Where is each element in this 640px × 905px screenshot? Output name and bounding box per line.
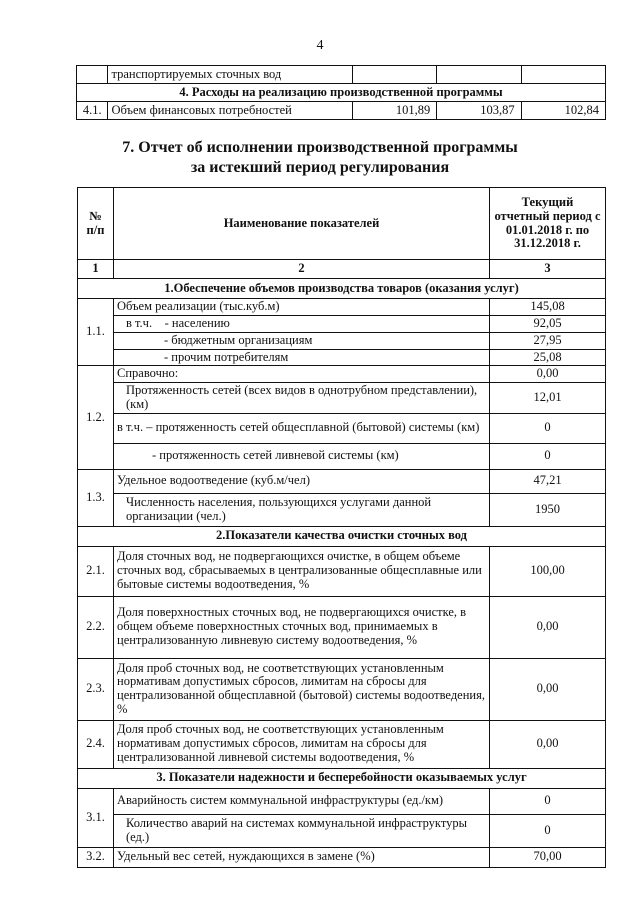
- table-row: [78, 788, 606, 814]
- row-value: 27,95: [490, 332, 606, 349]
- report-table: [77, 187, 606, 868]
- row-value: 102,84: [521, 102, 605, 120]
- row-label: Объем реализации (тыс.куб.м): [114, 299, 490, 316]
- row-label: Удельный вес сетей, нуждающихся в замене (%): [114, 847, 490, 867]
- row-label: Доля сточных вод, не подвергающихся очистке, в общем объеме сточных вод, сбрасываемых в централизованные общесплавные или бытовые системы водоотведения, %: [114, 546, 490, 596]
- table-row: [78, 658, 606, 720]
- row-label: Доля проб сточных вод, не соответствующих установленным нормативам допустимых сбросов, лимитам на сбросы для централизованной ливневой системы водоотведения, %: [114, 720, 490, 768]
- report-title-line-1: 7. Отчет об исполнении производственной программы: [122, 139, 518, 156]
- row-number: 2.1.: [78, 546, 114, 596]
- table-row: [78, 847, 606, 867]
- row-label: Численность населения, пользующихся услугами данной организации (чел.): [114, 493, 490, 526]
- row-label: Доля поверхностных сточных вод, не подвергающихся очистке, в общем объеме поверхностных сточных вод, принимаемых в централизованную ливневую систему водоотведения, %: [114, 596, 490, 658]
- section-header-row: [78, 768, 606, 788]
- table-row: [78, 413, 606, 443]
- row-number: 1.1.: [78, 299, 114, 366]
- section-title: 4. Расходы на реализацию производственной программы: [77, 84, 606, 102]
- table-row: [78, 443, 606, 469]
- table-row: [77, 102, 606, 120]
- row-value: 145,08: [490, 299, 606, 316]
- continued-row-text: транспортируемых сточных вод: [108, 66, 353, 84]
- row-label: Аварийность систем коммунальной инфраструктуры (ед./км): [114, 788, 490, 814]
- table-row: [78, 366, 606, 383]
- table-row: [78, 299, 606, 316]
- row-label: в т.ч. – протяженность сетей общесплавной (бытовой) системы (км): [114, 413, 490, 443]
- row-label: Объем финансовых потребностей: [108, 102, 353, 120]
- row-value: 1950: [490, 493, 606, 526]
- row-label: в т.ч. - населению: [114, 316, 490, 333]
- row-value: 0: [490, 788, 606, 814]
- table-row: [78, 316, 606, 333]
- row-number: 3.1.: [78, 788, 114, 847]
- header-row: [78, 188, 606, 260]
- row-label: Удельное водоотведение (куб.м/чел): [114, 469, 490, 493]
- row-label: Количество аварий на системах коммунальной инфраструктуры (ед.): [114, 814, 490, 847]
- row-label: Доля проб сточных вод, не соответствующих установленным нормативам допустимых сбросов, лимитам на сбросы для централизованной общесплавной (бытовой) системы водоотведения, %: [114, 658, 490, 720]
- report-title: [0, 138, 640, 178]
- row-value: 92,05: [490, 316, 606, 333]
- header-period: Текущий отчетный период с 01.01.2018 г. по 31.12.2018 г.: [490, 188, 606, 260]
- table-row: [78, 493, 606, 526]
- row-number: 1.2.: [78, 366, 114, 469]
- row-label: - бюджетным организациям: [114, 332, 490, 349]
- row-label: - протяженность сетей ливневой системы (км): [114, 443, 490, 469]
- table-row: [78, 469, 606, 493]
- row-prefix: в т.ч.: [126, 316, 153, 330]
- row-value: 70,00: [490, 847, 606, 867]
- row-value: 47,21: [490, 469, 606, 493]
- row-value: 0,00: [490, 366, 606, 383]
- row-number: 4.1.: [77, 102, 108, 120]
- row-value: 0,00: [490, 658, 606, 720]
- continuation-table: [76, 65, 606, 120]
- table-row: [78, 383, 606, 414]
- section-header-row: [78, 526, 606, 546]
- section-header-row: [78, 279, 606, 299]
- row-value: 12,01: [490, 383, 606, 414]
- table-row: [78, 546, 606, 596]
- row-value: 0: [490, 413, 606, 443]
- row-label: - прочим потребителям: [114, 349, 490, 366]
- row-value: 25,08: [490, 349, 606, 366]
- row-number: 2.2.: [78, 596, 114, 658]
- row-value: 0: [490, 443, 606, 469]
- row-number: 2.4.: [78, 720, 114, 768]
- column-number: 3: [490, 260, 606, 279]
- row-value: 0,00: [490, 596, 606, 658]
- page-number: 4: [316, 38, 324, 53]
- row-number: 2.3.: [78, 658, 114, 720]
- table-row: [78, 596, 606, 658]
- table-row: [78, 814, 606, 847]
- header-name: Наименование показателей: [114, 188, 490, 260]
- row-value: 103,87: [437, 102, 521, 120]
- table-row: [77, 66, 606, 84]
- column-number: 2: [114, 260, 490, 279]
- section-title: 2.Показатели качества очистки сточных вод: [78, 526, 606, 546]
- row-number: 3.2.: [78, 847, 114, 867]
- row-number: 1.3.: [78, 469, 114, 526]
- row-value: 0,00: [490, 720, 606, 768]
- report-title-line-2: за истекший период регулирования: [190, 159, 450, 176]
- header-num: № п/п: [78, 188, 114, 260]
- column-number: 1: [78, 260, 114, 279]
- row-value: 101,89: [352, 102, 436, 120]
- table-row: [78, 720, 606, 768]
- section-title: 1.Обеспечение объемов производства товаров (оказания услуг): [78, 279, 606, 299]
- row-value: 0: [490, 814, 606, 847]
- row-value: 100,00: [490, 546, 606, 596]
- section-header-row: [77, 84, 606, 102]
- table-row: [78, 349, 606, 366]
- section-title: 3. Показатели надежности и бесперебойности оказываемых услуг: [78, 768, 606, 788]
- row-label: Протяженность сетей (всех видов в однотрубном представлении), (км): [114, 383, 490, 414]
- table-row: [78, 332, 606, 349]
- row-label: Справочно:: [114, 366, 490, 383]
- column-number-row: [78, 260, 606, 279]
